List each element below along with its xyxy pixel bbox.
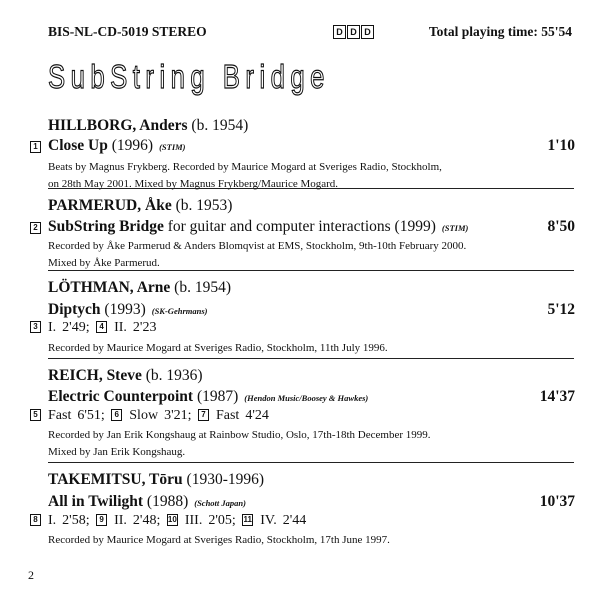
recording-note: Recorded by Maurice Mogard at Sveriges Radio, Stockholm, 17th June 1997. xyxy=(48,534,390,546)
duration: 5'12 xyxy=(547,301,575,318)
divider xyxy=(48,358,574,359)
composer-name: LÖTHMAN, Arne (b. 1954) xyxy=(48,279,231,296)
duration: 10'37 xyxy=(539,493,575,510)
movement: 8 I. 2'58; xyxy=(30,513,93,529)
divider xyxy=(48,270,574,271)
recording-note: Mixed by Åke Parmerud. xyxy=(48,257,160,269)
duration: 8'50 xyxy=(547,218,575,235)
movement-list xyxy=(30,320,159,338)
work-title: Close Up (1996) (STIM) xyxy=(48,137,186,154)
recording-note: Beats by Magnus Frykberg. Recorded by Maurice Mogard at Sveriges Radio, Stockholm, xyxy=(48,161,442,173)
duration: 1'10 xyxy=(547,137,575,154)
total-playing-time: Total playing time: 55'54 xyxy=(428,24,572,39)
track-number[interactable]: 8 xyxy=(30,514,41,526)
track-number[interactable]: 1 xyxy=(30,141,41,153)
track-number[interactable]: 5 xyxy=(30,409,41,421)
movement: 5 Fast 6'51; xyxy=(30,408,108,424)
movement: 11 IV. 2'44 xyxy=(243,513,307,528)
page-number: 2 xyxy=(28,568,34,582)
recording-note: Mixed by Jan Erik Kongshaug. xyxy=(48,446,186,458)
work-title-line xyxy=(30,301,575,321)
catalog-number: BIS-NL-CD-5019 STEREO xyxy=(48,24,207,39)
work-title-line xyxy=(30,493,575,513)
work-title: Diptych (1993) (SK-Gehrmans) xyxy=(48,301,208,318)
composer-name: PARMERUD, Åke (b. 1953) xyxy=(48,197,233,214)
movement-list xyxy=(30,513,309,531)
track-number[interactable]: 4 xyxy=(96,321,107,333)
track-number[interactable]: 9 xyxy=(96,514,107,526)
ddd-code xyxy=(333,25,374,39)
movement-list xyxy=(30,408,272,426)
ddd-letter: D xyxy=(333,25,346,39)
recording-note: Recorded by Maurice Mogard at Sveriges Radio, Stockholm, 11th July 1996. xyxy=(48,342,388,354)
movement: 6 Slow 3'21; xyxy=(111,408,194,424)
work-title: All in Twilight (1988) (Schott Japan) xyxy=(48,493,246,510)
work-title-line xyxy=(30,218,575,238)
recording-note: on 28th May 2001. Mixed by Magnus Frykberg/Maurice Mogard. xyxy=(48,178,339,190)
composer-name: TAKEMITSU, Tōru (1930-1996) xyxy=(48,471,265,488)
composer-name: HILLBORG, Anders (b. 1954) xyxy=(48,117,249,134)
duration: 14'37 xyxy=(539,388,575,405)
header-line xyxy=(48,24,572,42)
work-title: SubString Bridge for guitar and computer interactions (1999) (STIM) xyxy=(48,218,469,235)
recording-note: Recorded by Åke Parmerud & Anders Blomqvist at EMS, Stockholm, 9th-10th February 2000. xyxy=(48,240,467,252)
movement: 4 II. 2'23 xyxy=(96,320,159,336)
track-number[interactable]: 3 xyxy=(30,321,41,333)
ddd-letter: D xyxy=(347,25,360,39)
work-title: Electric Counterpoint (1987) (Hendon Music/Boosey & Hawkes) xyxy=(48,388,369,405)
movement: 3 I. 2'49; xyxy=(30,320,93,336)
divider xyxy=(48,462,574,463)
album-title: SubString Bridge xyxy=(48,58,330,95)
ddd-letter: D xyxy=(361,25,374,39)
divider xyxy=(48,188,574,189)
work-title-line xyxy=(30,388,575,408)
track-number[interactable]: 10 xyxy=(167,514,177,524)
composer-name: REICH, Steve (b. 1936) xyxy=(48,367,203,384)
movement: 10 III. 2'05; xyxy=(167,513,236,528)
movement: 7 Fast 4'24 xyxy=(198,408,272,424)
track-number[interactable]: 2 xyxy=(30,222,41,234)
recording-note: Recorded by Jan Erik Kongshaug at Rainbow Studio, Oslo, 17th-18th December 1999. xyxy=(48,429,431,441)
track-number[interactable]: 6 xyxy=(111,409,122,421)
track-number[interactable]: 11 xyxy=(243,514,252,524)
work-title-line xyxy=(30,137,575,157)
track-number[interactable]: 7 xyxy=(198,409,209,421)
movement: 9 II. 2'48; xyxy=(96,513,163,529)
